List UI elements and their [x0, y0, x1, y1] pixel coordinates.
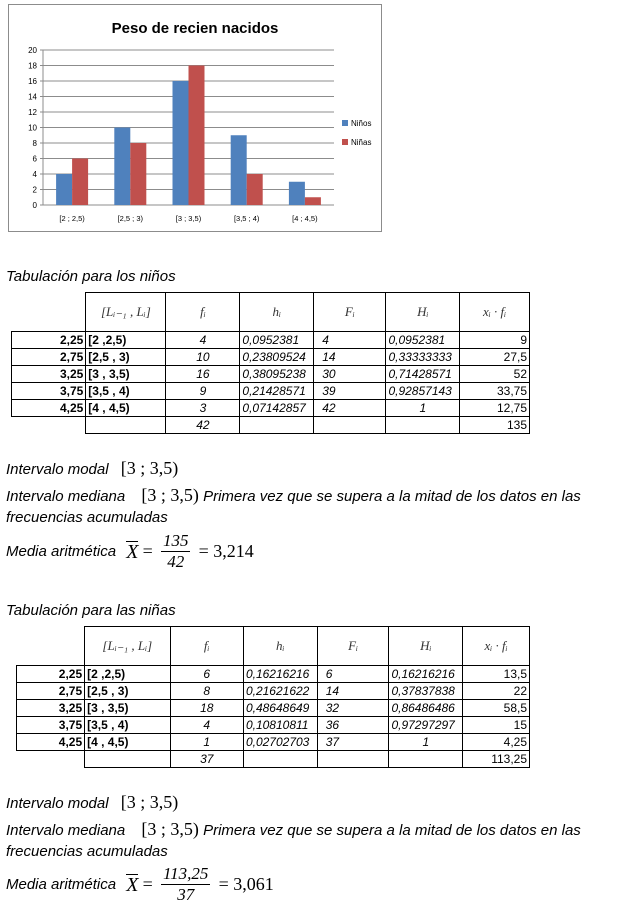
girls-modal-line [6, 792, 178, 813]
interval-cell: [3,5 , 4) [85, 717, 170, 734]
girls-median-value: [3 ; 3,5) [141, 819, 199, 839]
h-cell: 0,21428571 [240, 383, 314, 400]
bar-nios [56, 174, 72, 205]
total-row [12, 417, 530, 434]
x-tick-label: [3 ; 3,5) [175, 214, 202, 223]
girls-modal-value: [3 ; 3,5) [120, 792, 179, 812]
interval-cell: [4 , 4,5) [85, 734, 170, 751]
y-tick-label: 8 [32, 139, 37, 148]
f-cell: 4 [170, 717, 243, 734]
class-mark: 3,75 [12, 383, 86, 400]
cum-h-cell: 0,0952381 [386, 332, 460, 349]
cum-f-cell: 14 [314, 349, 386, 366]
bar-nias [72, 159, 88, 206]
girls-mean-line [6, 864, 274, 905]
f-cell: 3 [166, 400, 240, 417]
girls-caption: Tabulación para las niñas [6, 602, 176, 619]
total-h [243, 751, 317, 768]
class-mark: 2,25 [12, 332, 86, 349]
f-cell: 1 [170, 734, 243, 751]
boys-median-note: Primera vez que se supera a la mitad de los datos en las [203, 488, 581, 505]
xf-cell: 12,75 [460, 400, 530, 417]
header-interval: [Lᵢ₋₁ , Lᵢ] [85, 627, 170, 666]
boys-modal-line [6, 458, 178, 479]
table-row [17, 700, 530, 717]
header-H: Hᵢ [386, 293, 460, 332]
y-tick-label: 10 [28, 123, 37, 133]
cum-h-cell: 0,16216216 [389, 666, 463, 683]
total-xf: 135 [460, 417, 530, 434]
cum-f-cell: 14 [317, 683, 389, 700]
table-row [17, 683, 530, 700]
table-row [12, 383, 530, 400]
header-h: hᵢ [243, 627, 317, 666]
y-tick-label: 6 [32, 154, 37, 164]
total-cum-f [317, 751, 389, 768]
header-h: hᵢ [240, 293, 314, 332]
bar-nias [247, 174, 263, 205]
header-F: Fᵢ [317, 627, 389, 666]
header-row [17, 627, 530, 666]
interval-cell: [3,5 , 4) [86, 383, 166, 400]
boys-median-label: Intervalo mediana [6, 488, 126, 505]
girls-median-note: Primera vez que se supera a la mitad de los datos en las [203, 822, 581, 839]
cum-f-cell: 37 [317, 734, 389, 751]
legend-label: Niñas [351, 138, 372, 147]
f-cell: 10 [166, 349, 240, 366]
h-cell: 0,38095238 [240, 366, 314, 383]
legend-swatch [342, 120, 348, 126]
f-cell: 4 [166, 332, 240, 349]
total-cum-h [389, 751, 463, 768]
cum-h-cell: 0,37837838 [389, 683, 463, 700]
girls-mean-denominator: 37 [177, 885, 195, 904]
boys-table [11, 292, 530, 434]
y-tick-label: 20 [28, 46, 37, 55]
bar-nias [305, 197, 321, 205]
cum-f-cell: 36 [317, 717, 389, 734]
interval-cell: [2,5 , 3) [85, 683, 170, 700]
bar-nias [189, 66, 205, 206]
cum-f-cell: 32 [317, 700, 389, 717]
y-tick-label: 2 [32, 185, 37, 195]
girls-median-note2: frecuencias acumuladas [6, 843, 168, 860]
xf-cell: 9 [460, 332, 530, 349]
girls-mean-fraction [161, 864, 211, 905]
f-cell: 16 [166, 366, 240, 383]
y-tick-label: 14 [28, 92, 37, 102]
total-blank [17, 751, 85, 768]
total-h [240, 417, 314, 434]
x-tick-label: [2 ; 2,5) [59, 214, 85, 223]
boys-median-value: [3 ; 3,5) [141, 485, 199, 505]
class-mark: 3,75 [17, 717, 85, 734]
legend-label: Niños [351, 119, 372, 128]
bar-chart [8, 4, 382, 232]
h-cell: 0,07142857 [240, 400, 314, 417]
total-f: 37 [170, 751, 243, 768]
boys-modal-value: [3 ; 3,5) [120, 458, 179, 478]
cum-f-cell: 30 [314, 366, 386, 383]
header-blank [17, 627, 85, 666]
cum-f-cell: 4 [314, 332, 386, 349]
bar-nios [173, 81, 189, 205]
boys-median-line [6, 485, 581, 506]
interval-cell: [3 , 3,5) [86, 366, 166, 383]
girls-modal-label: Intervalo modal [6, 795, 109, 812]
header-interval: [Lᵢ₋₁ , Lᵢ] [86, 293, 166, 332]
total-interval [86, 417, 166, 434]
cum-f-cell: 6 [317, 666, 389, 683]
header-blank [12, 293, 86, 332]
cum-h-cell: 1 [389, 734, 463, 751]
total-blank [12, 417, 86, 434]
total-xf: 113,25 [463, 751, 530, 768]
total-cum-f [314, 417, 386, 434]
header-f: fᵢ [170, 627, 243, 666]
h-cell: 0,23809524 [240, 349, 314, 366]
bar-nios [231, 135, 247, 205]
class-mark: 3,25 [12, 366, 86, 383]
header-f: fᵢ [166, 293, 240, 332]
h-cell: 0,10810811 [243, 717, 317, 734]
boys-equals: = [142, 541, 153, 561]
xf-cell: 52 [460, 366, 530, 383]
interval-cell: [2 ,2,5) [85, 666, 170, 683]
class-mark: 4,25 [17, 734, 85, 751]
table-row [12, 332, 530, 349]
x-tick-label: [3,5 ; 4) [233, 214, 260, 223]
x-tick-label: [4 ; 4,5) [292, 214, 318, 223]
header-xf: xᵢ · fᵢ [460, 293, 530, 332]
total-interval [85, 751, 170, 768]
cum-h-cell: 0,92857143 [386, 383, 460, 400]
class-mark: 2,25 [17, 666, 85, 683]
h-cell: 0,0952381 [240, 332, 314, 349]
boys-median-note2: frecuencias acumuladas [6, 509, 168, 526]
y-tick-label: 12 [28, 108, 37, 117]
y-tick-label: 18 [28, 61, 37, 71]
xf-cell: 58,5 [463, 700, 530, 717]
cum-f-cell: 39 [314, 383, 386, 400]
table-row [12, 349, 530, 366]
bar-nias [130, 143, 146, 205]
bar-nios [289, 182, 305, 205]
cum-h-cell: 0,86486486 [389, 700, 463, 717]
girls-xbar: X [126, 874, 139, 896]
table-row [17, 666, 530, 683]
boys-mean-denominator: 42 [167, 552, 185, 571]
girls-mean-numerator: 113,25 [162, 864, 209, 883]
girls-mean-result: = 3,061 [218, 874, 274, 894]
boys-mean-numerator: 135 [162, 531, 189, 550]
h-cell: 0,48648649 [243, 700, 317, 717]
chart-title: Peso de recien nacidos [111, 20, 279, 37]
girls-median-line [6, 819, 581, 840]
header-F: Fᵢ [314, 293, 386, 332]
boys-mean-line [6, 531, 254, 572]
boys-mean-label: Media aritmética [6, 543, 117, 560]
legend-swatch [342, 139, 348, 145]
header-row [12, 293, 530, 332]
header-xf: xᵢ · fᵢ [463, 627, 530, 666]
interval-cell: [2 ,2,5) [86, 332, 166, 349]
boys-modal-label: Intervalo modal [6, 461, 109, 478]
class-mark: 4,25 [12, 400, 86, 417]
xf-cell: 13,5 [463, 666, 530, 683]
total-f: 42 [166, 417, 240, 434]
cum-h-cell: 0,33333333 [386, 349, 460, 366]
interval-cell: [2,5 , 3) [86, 349, 166, 366]
interval-cell: [3 , 3,5) [85, 700, 170, 717]
girls-table [16, 626, 530, 768]
girls-mean-label: Media aritmética [6, 876, 117, 893]
cum-h-cell: 0,97297297 [389, 717, 463, 734]
bar-nios [114, 128, 130, 206]
f-cell: 9 [166, 383, 240, 400]
total-row [17, 751, 530, 768]
class-mark: 2,75 [17, 683, 85, 700]
girls-equals: = [142, 874, 153, 894]
f-cell: 18 [170, 700, 243, 717]
boys-mean-result: = 3,214 [198, 541, 254, 561]
table-row [12, 366, 530, 383]
girls-median-label: Intervalo mediana [6, 822, 126, 839]
header-H: Hᵢ [389, 627, 463, 666]
interval-cell: [4 , 4,5) [86, 400, 166, 417]
h-cell: 0,21621622 [243, 683, 317, 700]
xf-cell: 22 [463, 683, 530, 700]
y-tick-label: 0 [32, 201, 37, 210]
class-mark: 2,75 [12, 349, 86, 366]
cum-f-cell: 42 [314, 400, 386, 417]
cum-h-cell: 1 [386, 400, 460, 417]
total-cum-h [386, 417, 460, 434]
boys-caption: Tabulación para los niños [6, 268, 176, 285]
f-cell: 6 [170, 666, 243, 683]
table-row [17, 734, 530, 751]
y-tick-label: 16 [28, 77, 37, 86]
xf-cell: 33,75 [460, 383, 530, 400]
f-cell: 8 [170, 683, 243, 700]
table-row [12, 400, 530, 417]
boys-xbar: X [126, 541, 139, 563]
xf-cell: 27,5 [460, 349, 530, 366]
xf-cell: 15 [463, 717, 530, 734]
h-cell: 0,02702703 [243, 734, 317, 751]
h-cell: 0,16216216 [243, 666, 317, 683]
chart-svg [9, 5, 381, 231]
table-row [17, 717, 530, 734]
cum-h-cell: 0,71428571 [386, 366, 460, 383]
class-mark: 3,25 [17, 700, 85, 717]
x-tick-label: [2,5 ; 3) [117, 214, 144, 223]
xf-cell: 4,25 [463, 734, 530, 751]
y-tick-label: 4 [32, 170, 37, 179]
boys-mean-fraction [161, 531, 191, 572]
